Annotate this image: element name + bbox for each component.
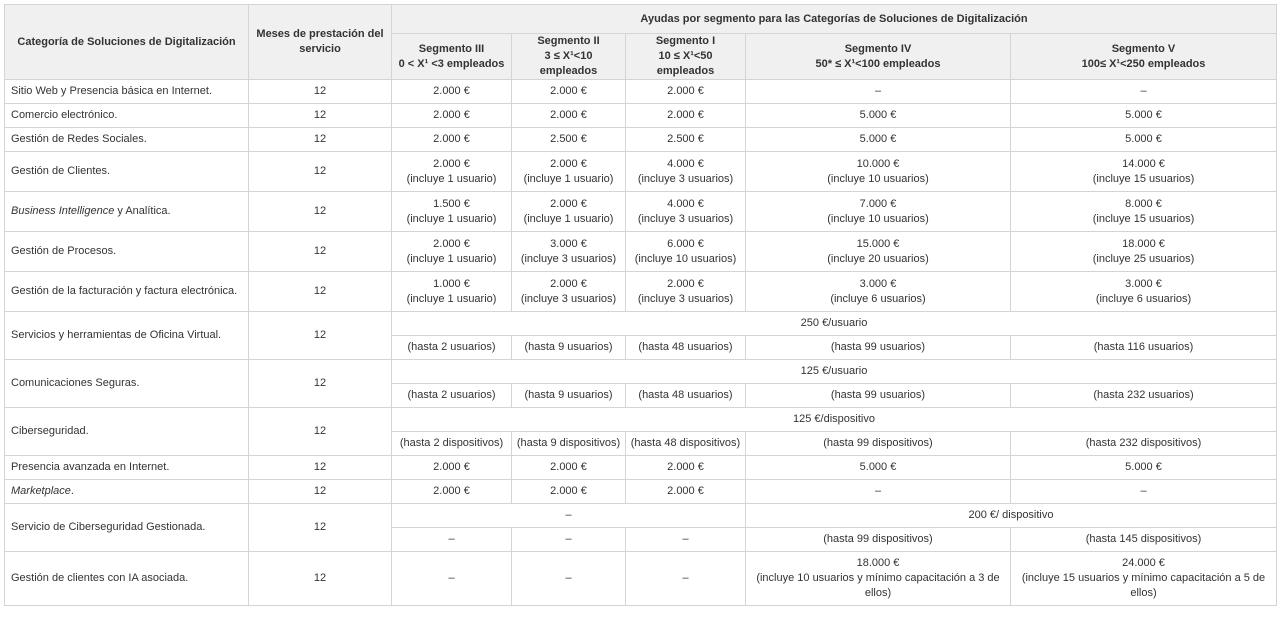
row-category: Gestión de Redes Sociales. bbox=[5, 128, 249, 152]
cell-segment-v: 5.000 € bbox=[1011, 128, 1277, 152]
cell-segment-ii: 2.500 € bbox=[512, 128, 626, 152]
cell-note: (incluye 3 usuarios) bbox=[637, 172, 734, 185]
header-segment-i bbox=[626, 34, 746, 80]
cell-segment-ii: – bbox=[512, 552, 626, 606]
row-category-rest: . bbox=[70, 485, 74, 497]
cell-segment-v: (hasta 232 usuarios) bbox=[1011, 384, 1277, 408]
cell-note: (incluye 3 usuarios) bbox=[637, 292, 734, 305]
table-row bbox=[5, 480, 1277, 504]
cell-unit-price: 250 €/usuario bbox=[392, 312, 1277, 336]
row-category: Gestión de Clientes. bbox=[5, 152, 249, 192]
cell-note: (incluye 6 usuarios) bbox=[1095, 292, 1192, 305]
segment-range: 50* ≤ X¹<100 empleados bbox=[815, 57, 941, 70]
cell-segment-i: (hasta 48 usuarios) bbox=[626, 384, 746, 408]
cell-note: (incluye 3 usuarios) bbox=[637, 212, 734, 225]
cell-segment-iv: (hasta 99 dispositivos) bbox=[746, 432, 1011, 456]
cell-segment-v bbox=[1011, 552, 1277, 606]
cell-segment-ii: (hasta 9 usuarios) bbox=[512, 384, 626, 408]
cell-note: (incluye 20 usuarios) bbox=[827, 252, 929, 265]
cell-amount: 1.000 € bbox=[433, 277, 470, 290]
cell-segment-v: – bbox=[1011, 80, 1277, 104]
cell-note: (incluye 25 usuarios) bbox=[1092, 252, 1195, 265]
cell-segment-iii bbox=[392, 192, 512, 232]
table-row bbox=[5, 456, 1277, 480]
cell-note: (incluye 3 usuarios) bbox=[520, 252, 617, 265]
table-row bbox=[5, 104, 1277, 128]
cell-note: (incluye 1 usuario) bbox=[406, 212, 497, 225]
segment-name: Segmento V bbox=[1111, 42, 1176, 55]
cell-segment-iv: – bbox=[746, 80, 1011, 104]
cell-segment-iii: (hasta 2 usuarios) bbox=[392, 384, 512, 408]
aid-table bbox=[4, 4, 1277, 606]
cell-amount: 2.000 € bbox=[550, 157, 587, 170]
cell-amount: 10.000 € bbox=[856, 157, 900, 170]
row-months: 12 bbox=[249, 192, 392, 232]
cell-segment-iii: – bbox=[392, 528, 512, 552]
cell-segment-iv: 5.000 € bbox=[746, 456, 1011, 480]
cell-segment-iv: (hasta 99 dispositivos) bbox=[746, 528, 1011, 552]
cell-amount: 2.000 € bbox=[550, 277, 587, 290]
row-category: Gestión de clientes con IA asociada. bbox=[5, 552, 249, 606]
cell-segment-v: (hasta 116 usuarios) bbox=[1011, 336, 1277, 360]
row-category: Comercio electrónico. bbox=[5, 104, 249, 128]
cell-segment-i bbox=[626, 272, 746, 312]
cell-segment-v: 5.000 € bbox=[1011, 104, 1277, 128]
cell-segment-i: 2.000 € bbox=[626, 480, 746, 504]
cell-segment-iv bbox=[746, 192, 1011, 232]
cell-amount: 3.000 € bbox=[859, 277, 897, 290]
row-months: 12 bbox=[249, 552, 392, 606]
header-months: Meses de prestación del servicio bbox=[249, 5, 392, 80]
segment-range: 0 < X¹ <3 empleados bbox=[398, 57, 505, 70]
row-category-italic: Marketplace bbox=[11, 485, 71, 497]
row-months: 12 bbox=[249, 504, 392, 552]
cell-note: (incluye 10 usuarios y mínimo capacitación a 3 de ellos) bbox=[756, 572, 1000, 599]
row-category-italic: Business Intelligence bbox=[11, 205, 115, 217]
cell-segment-i bbox=[626, 232, 746, 272]
cell-note: (incluye 10 usuarios) bbox=[827, 212, 929, 225]
row-months: 12 bbox=[249, 360, 392, 408]
cell-amount: 2.000 € bbox=[667, 277, 704, 290]
row-months: 12 bbox=[249, 128, 392, 152]
table-row bbox=[5, 504, 1277, 528]
cell-amount: 2.000 € bbox=[433, 237, 470, 250]
cell-segment-ii bbox=[512, 152, 626, 192]
cell-segment-iii: (hasta 2 usuarios) bbox=[392, 336, 512, 360]
cell-segment-v: 5.000 € bbox=[1011, 456, 1277, 480]
cell-segment-ii bbox=[512, 232, 626, 272]
cell-segment-iii bbox=[392, 272, 512, 312]
row-category bbox=[5, 192, 249, 232]
cell-segment-i: 2.500 € bbox=[626, 128, 746, 152]
cell-unit-price-left: – bbox=[392, 504, 746, 528]
cell-segment-i: – bbox=[626, 552, 746, 606]
row-category: Comunicaciones Seguras. bbox=[5, 360, 249, 408]
table-row bbox=[5, 360, 1277, 384]
cell-segment-v: (hasta 232 dispositivos) bbox=[1011, 432, 1277, 456]
cell-segment-ii: – bbox=[512, 528, 626, 552]
cell-segment-iv bbox=[746, 152, 1011, 192]
row-months: 12 bbox=[249, 104, 392, 128]
cell-note: (incluye 15 usuarios) bbox=[1092, 212, 1195, 225]
cell-segment-iv: (hasta 99 usuarios) bbox=[746, 336, 1011, 360]
cell-segment-ii: 2.000 € bbox=[512, 104, 626, 128]
header-category: Categoría de Soluciones de Digitalización bbox=[5, 5, 249, 80]
segment-name: Segmento II bbox=[537, 35, 600, 47]
cell-segment-v bbox=[1011, 192, 1277, 232]
cell-segment-ii bbox=[512, 272, 626, 312]
cell-segment-i: 2.000 € bbox=[626, 80, 746, 104]
cell-amount: 8.000 € bbox=[1125, 197, 1162, 210]
cell-segment-iv: – bbox=[746, 480, 1011, 504]
cell-segment-iii: (hasta 2 dispositivos) bbox=[392, 432, 512, 456]
cell-segment-iii: 2.000 € bbox=[392, 128, 512, 152]
header-segment-ii bbox=[512, 34, 626, 80]
cell-segment-ii: 2.000 € bbox=[512, 80, 626, 104]
cell-amount: 1.500 € bbox=[433, 197, 470, 210]
cell-unit-price-right: 200 €/ dispositivo bbox=[746, 504, 1277, 528]
cell-segment-i: 2.000 € bbox=[626, 456, 746, 480]
cell-segment-iii bbox=[392, 152, 512, 192]
row-category: Presencia avanzada en Internet. bbox=[5, 456, 249, 480]
row-category-rest: y Analítica. bbox=[114, 205, 171, 217]
cell-note: (incluye 1 usuario) bbox=[523, 172, 614, 185]
cell-segment-iv bbox=[746, 272, 1011, 312]
table-row bbox=[5, 128, 1277, 152]
row-months: 12 bbox=[249, 312, 392, 360]
row-category: Servicios y herramientas de Oficina Virtual. bbox=[5, 312, 249, 360]
row-months: 12 bbox=[249, 232, 392, 272]
segment-name: Segmento III bbox=[418, 42, 485, 55]
segment-name: Segmento IV bbox=[844, 42, 912, 55]
row-months: 12 bbox=[249, 456, 392, 480]
cell-segment-v bbox=[1011, 232, 1277, 272]
row-category: Gestión de Procesos. bbox=[5, 232, 249, 272]
cell-amount: 3.000 € bbox=[550, 237, 587, 250]
cell-segment-iii: 2.000 € bbox=[392, 80, 512, 104]
table-row bbox=[5, 312, 1277, 336]
cell-segment-i: (hasta 48 usuarios) bbox=[626, 336, 746, 360]
table-row bbox=[5, 232, 1277, 272]
header-segment-iii bbox=[392, 34, 512, 80]
cell-segment-iv: 5.000 € bbox=[746, 104, 1011, 128]
cell-segment-ii bbox=[512, 192, 626, 232]
cell-segment-iv: 5.000 € bbox=[746, 128, 1011, 152]
cell-segment-i bbox=[626, 192, 746, 232]
row-category: Sitio Web y Presencia básica en Internet. bbox=[5, 80, 249, 104]
table-row bbox=[5, 192, 1277, 232]
cell-segment-v: – bbox=[1011, 480, 1277, 504]
segment-range: 100≤ X¹<250 empleados bbox=[1081, 57, 1206, 70]
cell-segment-iv: (hasta 99 usuarios) bbox=[746, 384, 1011, 408]
header-segment-iv bbox=[746, 34, 1011, 80]
cell-amount: 6.000 € bbox=[667, 237, 704, 250]
cell-amount: 4.000 € bbox=[667, 197, 704, 210]
cell-amount: 2.000 € bbox=[550, 197, 587, 210]
header-row-1 bbox=[5, 5, 1277, 34]
cell-amount: 7.000 € bbox=[859, 197, 897, 210]
cell-segment-ii: (hasta 9 usuarios) bbox=[512, 336, 626, 360]
table-row bbox=[5, 552, 1277, 606]
cell-amount: 24.000 € bbox=[1122, 557, 1165, 569]
row-months: 12 bbox=[249, 80, 392, 104]
cell-segment-iii: – bbox=[392, 552, 512, 606]
cell-segment-v bbox=[1011, 272, 1277, 312]
cell-segment-iii: 2.000 € bbox=[392, 104, 512, 128]
cell-note: (incluye 15 usuarios) bbox=[1092, 172, 1195, 185]
table-row bbox=[5, 272, 1277, 312]
cell-unit-price: 125 €/dispositivo bbox=[392, 408, 1277, 432]
cell-segment-iv bbox=[746, 232, 1011, 272]
cell-amount: 3.000 € bbox=[1125, 277, 1162, 290]
cell-amount: 4.000 € bbox=[667, 157, 704, 170]
cell-segment-iii: 2.000 € bbox=[392, 456, 512, 480]
cell-segment-v: (hasta 145 dispositivos) bbox=[1011, 528, 1277, 552]
row-category: Servicio de Ciberseguridad Gestionada. bbox=[5, 504, 249, 552]
cell-note: (incluye 1 usuario) bbox=[406, 172, 497, 185]
table-row bbox=[5, 152, 1277, 192]
cell-segment-iii: 2.000 € bbox=[392, 480, 512, 504]
cell-note: (incluye 1 usuario) bbox=[523, 212, 614, 225]
cell-segment-ii: 2.000 € bbox=[512, 480, 626, 504]
row-category bbox=[5, 480, 249, 504]
header-segment-v bbox=[1011, 34, 1277, 80]
cell-amount: 18.000 € bbox=[856, 557, 900, 569]
header-group-title: Ayudas por segmento para las Categorías de Soluciones de Digitalización bbox=[392, 5, 1277, 34]
cell-segment-i: 2.000 € bbox=[626, 104, 746, 128]
row-category: Gestión de la facturación y factura electrónica. bbox=[5, 272, 249, 312]
table-row bbox=[5, 80, 1277, 104]
cell-unit-price: 125 €/usuario bbox=[392, 360, 1277, 384]
cell-amount: 14.000 € bbox=[1122, 157, 1165, 170]
cell-segment-iii bbox=[392, 232, 512, 272]
row-months: 12 bbox=[249, 272, 392, 312]
row-category: Ciberseguridad. bbox=[5, 408, 249, 456]
cell-segment-v bbox=[1011, 152, 1277, 192]
cell-segment-iv bbox=[746, 552, 1011, 606]
cell-segment-ii: (hasta 9 dispositivos) bbox=[512, 432, 626, 456]
row-months: 12 bbox=[249, 408, 392, 456]
row-months: 12 bbox=[249, 480, 392, 504]
cell-note: (incluye 1 usuario) bbox=[406, 292, 497, 305]
cell-segment-ii: 2.000 € bbox=[512, 456, 626, 480]
segment-range: 10 ≤ X¹<50 empleados bbox=[656, 50, 715, 77]
cell-segment-i bbox=[626, 152, 746, 192]
cell-note: (incluye 10 usuarios) bbox=[634, 252, 737, 265]
row-months: 12 bbox=[249, 152, 392, 192]
table-row bbox=[5, 408, 1277, 432]
cell-segment-i: (hasta 48 dispositivos) bbox=[626, 432, 746, 456]
segment-range: 3 ≤ X¹<10 empleados bbox=[539, 50, 598, 77]
cell-segment-i: – bbox=[626, 528, 746, 552]
cell-amount: 18.000 € bbox=[1122, 237, 1165, 250]
cell-amount: 2.000 € bbox=[433, 157, 470, 170]
cell-amount: 15.000 € bbox=[856, 237, 900, 250]
cell-note: (incluye 3 usuarios) bbox=[520, 292, 617, 305]
cell-note: (incluye 10 usuarios) bbox=[827, 172, 929, 185]
cell-note: (incluye 6 usuarios) bbox=[830, 292, 926, 305]
cell-note: (incluye 15 usuarios y mínimo capacitación a 5 de ellos) bbox=[1021, 572, 1266, 599]
cell-note: (incluye 1 usuario) bbox=[406, 252, 497, 265]
segment-name: Segmento I bbox=[655, 35, 716, 47]
